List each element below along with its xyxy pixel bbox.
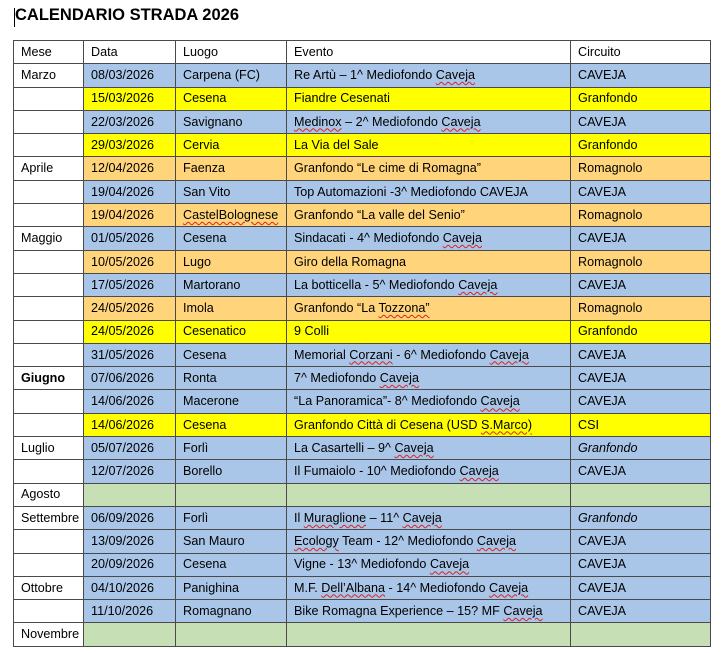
cell-mese: [14, 553, 84, 576]
table-row: [14, 600, 711, 623]
cell-data: 08/03/2026: [84, 64, 176, 87]
table-row: [14, 390, 711, 413]
cell-data: 19/04/2026: [84, 180, 176, 203]
cell-mese: Giugno: [14, 367, 84, 390]
cell-evento: “La Panoramica”- 8^ Mediofondo Caveja: [287, 390, 571, 413]
table-row: [14, 460, 711, 483]
table-row: [14, 320, 711, 343]
cell-data: 17/05/2026: [84, 273, 176, 296]
cell-mese: [14, 180, 84, 203]
cell-luogo: Cesenatico: [176, 320, 287, 343]
cell-circuito: [571, 483, 711, 506]
cell-mese: [14, 297, 84, 320]
cell-circuito: Granfondo: [571, 87, 711, 110]
cell-data: 14/06/2026: [84, 413, 176, 436]
cell-luogo: San Vito: [176, 180, 287, 203]
table-row: [14, 273, 711, 296]
table-row: [14, 297, 711, 320]
cell-luogo: Panighina: [176, 576, 287, 599]
cell-circuito: CSI: [571, 413, 711, 436]
header-circuito: Circuito: [571, 41, 711, 64]
document-title: CALENDARIO STRADA 2026: [15, 6, 240, 24]
cell-luogo: Faenza: [176, 157, 287, 180]
cell-circuito: CAVEJA: [571, 576, 711, 599]
cell-mese: Luglio: [14, 437, 84, 460]
cell-mese: Agosto: [14, 483, 84, 506]
header-luogo: Luogo: [176, 41, 287, 64]
cell-luogo: Cesena: [176, 87, 287, 110]
cell-mese: [14, 134, 84, 157]
cell-evento: 7^ Mediofondo Caveja: [287, 367, 571, 390]
cell-data: 22/03/2026: [84, 110, 176, 133]
cell-luogo: [176, 623, 287, 646]
cell-evento: Memorial Corzani - 6^ Mediofondo Caveja: [287, 343, 571, 366]
table-row: [14, 553, 711, 576]
header-mese: Mese: [14, 41, 84, 64]
cell-mese: Ottobre: [14, 576, 84, 599]
cell-mese: Settembre: [14, 506, 84, 529]
cell-luogo: Cesena: [176, 227, 287, 250]
cell-evento: Fiandre Cesenati: [287, 87, 571, 110]
cell-luogo: Cervia: [176, 134, 287, 157]
cell-evento: Il Fumaiolo - 10^ Mediofondo Caveja: [287, 460, 571, 483]
cell-data: 19/04/2026: [84, 204, 176, 227]
table-row: [14, 623, 711, 646]
cell-data: 29/03/2026: [84, 134, 176, 157]
cell-evento: Vigne - 13^ Mediofondo Caveja: [287, 553, 571, 576]
header-data: Data: [84, 41, 176, 64]
cell-data: 04/10/2026: [84, 576, 176, 599]
cell-evento: Bike Romagna Experience – 15? MF Caveja: [287, 600, 571, 623]
cell-evento: La Casartelli – 9^ Caveja: [287, 437, 571, 460]
cell-evento: Granfondo “Le cime di Romagna”: [287, 157, 571, 180]
cell-mese: Novembre: [14, 623, 84, 646]
cell-circuito: CAVEJA: [571, 110, 711, 133]
cell-evento: 9 Colli: [287, 320, 571, 343]
cell-circuito: CAVEJA: [571, 390, 711, 413]
cell-circuito: CAVEJA: [571, 460, 711, 483]
cell-evento: Ecology Team - 12^ Mediofondo Caveja: [287, 530, 571, 553]
cell-evento: Granfondo Città di Cesena (USD S.Marco): [287, 413, 571, 436]
cell-data: 14/06/2026: [84, 390, 176, 413]
table-row: [14, 483, 711, 506]
cell-luogo: Savignano: [176, 110, 287, 133]
cell-data: 11/10/2026: [84, 600, 176, 623]
cell-data: 07/06/2026: [84, 367, 176, 390]
cell-evento: Medinox – 2^ Mediofondo Caveja: [287, 110, 571, 133]
table-row: [14, 157, 711, 180]
table-row: [14, 437, 711, 460]
cell-evento: Giro della Romagna: [287, 250, 571, 273]
cell-luogo: San Mauro: [176, 530, 287, 553]
table-row: [14, 576, 711, 599]
cell-luogo: Forlì: [176, 506, 287, 529]
cell-data: 15/03/2026: [84, 87, 176, 110]
cell-mese: [14, 110, 84, 133]
table-row: [14, 64, 711, 87]
table-row: [14, 250, 711, 273]
table-row: [14, 87, 711, 110]
cell-mese: [14, 460, 84, 483]
cell-circuito: CAVEJA: [571, 367, 711, 390]
cell-mese: [14, 530, 84, 553]
table-row: [14, 204, 711, 227]
cell-data: 20/09/2026: [84, 553, 176, 576]
table-row: [14, 110, 711, 133]
cell-luogo: Borello: [176, 460, 287, 483]
calendar-table: [13, 40, 711, 647]
calendar-body: [14, 64, 711, 646]
cell-circuito: CAVEJA: [571, 180, 711, 203]
cell-mese: [14, 600, 84, 623]
cell-circuito: Romagnolo: [571, 157, 711, 180]
cell-mese: [14, 204, 84, 227]
cell-circuito: Romagnolo: [571, 250, 711, 273]
cell-mese: [14, 250, 84, 273]
cell-mese: Aprile: [14, 157, 84, 180]
cell-evento: Il Muraglione – 11^ Caveja: [287, 506, 571, 529]
cell-circuito: CAVEJA: [571, 227, 711, 250]
cell-mese: [14, 343, 84, 366]
cell-mese: Maggio: [14, 227, 84, 250]
table-row: [14, 367, 711, 390]
cell-circuito: Granfondo: [571, 437, 711, 460]
cell-mese: [14, 87, 84, 110]
cell-mese: [14, 320, 84, 343]
cell-data: 05/07/2026: [84, 437, 176, 460]
cell-circuito: [571, 623, 711, 646]
cell-evento: Re Artù – 1^ Mediofondo Caveja: [287, 64, 571, 87]
cell-evento: Granfondo “La valle del Senio”: [287, 204, 571, 227]
cell-data: 12/04/2026: [84, 157, 176, 180]
cell-data: [84, 483, 176, 506]
cell-data: 13/09/2026: [84, 530, 176, 553]
cell-evento: [287, 623, 571, 646]
cell-data: 31/05/2026: [84, 343, 176, 366]
cell-circuito: CAVEJA: [571, 64, 711, 87]
cell-luogo: [176, 483, 287, 506]
cell-evento: M.F. Dell’Albana - 14^ Mediofondo Caveja: [287, 576, 571, 599]
cell-data: 12/07/2026: [84, 460, 176, 483]
cell-circuito: Romagnolo: [571, 204, 711, 227]
table-row: [14, 227, 711, 250]
cell-data: 01/05/2026: [84, 227, 176, 250]
cell-luogo: Imola: [176, 297, 287, 320]
header-row: [14, 41, 711, 64]
cell-circuito: CAVEJA: [571, 273, 711, 296]
table-row: [14, 530, 711, 553]
cell-data: 06/09/2026: [84, 506, 176, 529]
cell-evento: La botticella - 5^ Mediofondo Caveja: [287, 273, 571, 296]
cell-circuito: CAVEJA: [571, 530, 711, 553]
cell-luogo: CastelBolognese: [176, 204, 287, 227]
cell-circuito: Granfondo: [571, 506, 711, 529]
cell-luogo: Romagnano: [176, 600, 287, 623]
cell-circuito: CAVEJA: [571, 343, 711, 366]
header-evento: Evento: [287, 41, 571, 64]
cell-luogo: Cesena: [176, 413, 287, 436]
cell-circuito: CAVEJA: [571, 600, 711, 623]
cell-data: 10/05/2026: [84, 250, 176, 273]
cell-evento: Top Automazioni -3^ Mediofondo CAVEJA: [287, 180, 571, 203]
cell-evento: Granfondo “La Tozzona”: [287, 297, 571, 320]
cell-luogo: Macerone: [176, 390, 287, 413]
table-row: [14, 134, 711, 157]
table-row: [14, 180, 711, 203]
cell-circuito: CAVEJA: [571, 553, 711, 576]
cell-luogo: Forlì: [176, 437, 287, 460]
cell-mese: [14, 273, 84, 296]
cell-mese: [14, 390, 84, 413]
cell-circuito: Romagnolo: [571, 297, 711, 320]
cell-data: 24/05/2026: [84, 297, 176, 320]
table-row: [14, 343, 711, 366]
cell-luogo: Lugo: [176, 250, 287, 273]
cell-luogo: Carpena (FC): [176, 64, 287, 87]
cell-evento: La Via del Sale: [287, 134, 571, 157]
table-row: [14, 506, 711, 529]
cell-mese: [14, 413, 84, 436]
cell-mese: Marzo: [14, 64, 84, 87]
cell-data: [84, 623, 176, 646]
cell-evento: [287, 483, 571, 506]
cell-luogo: Cesena: [176, 343, 287, 366]
cell-data: 24/05/2026: [84, 320, 176, 343]
cell-luogo: Cesena: [176, 553, 287, 576]
table-row: [14, 413, 711, 436]
cell-luogo: Martorano: [176, 273, 287, 296]
cell-circuito: Granfondo: [571, 134, 711, 157]
cell-evento: Sindacati - 4^ Mediofondo Caveja: [287, 227, 571, 250]
cell-circuito: Granfondo: [571, 320, 711, 343]
cell-luogo: Ronta: [176, 367, 287, 390]
